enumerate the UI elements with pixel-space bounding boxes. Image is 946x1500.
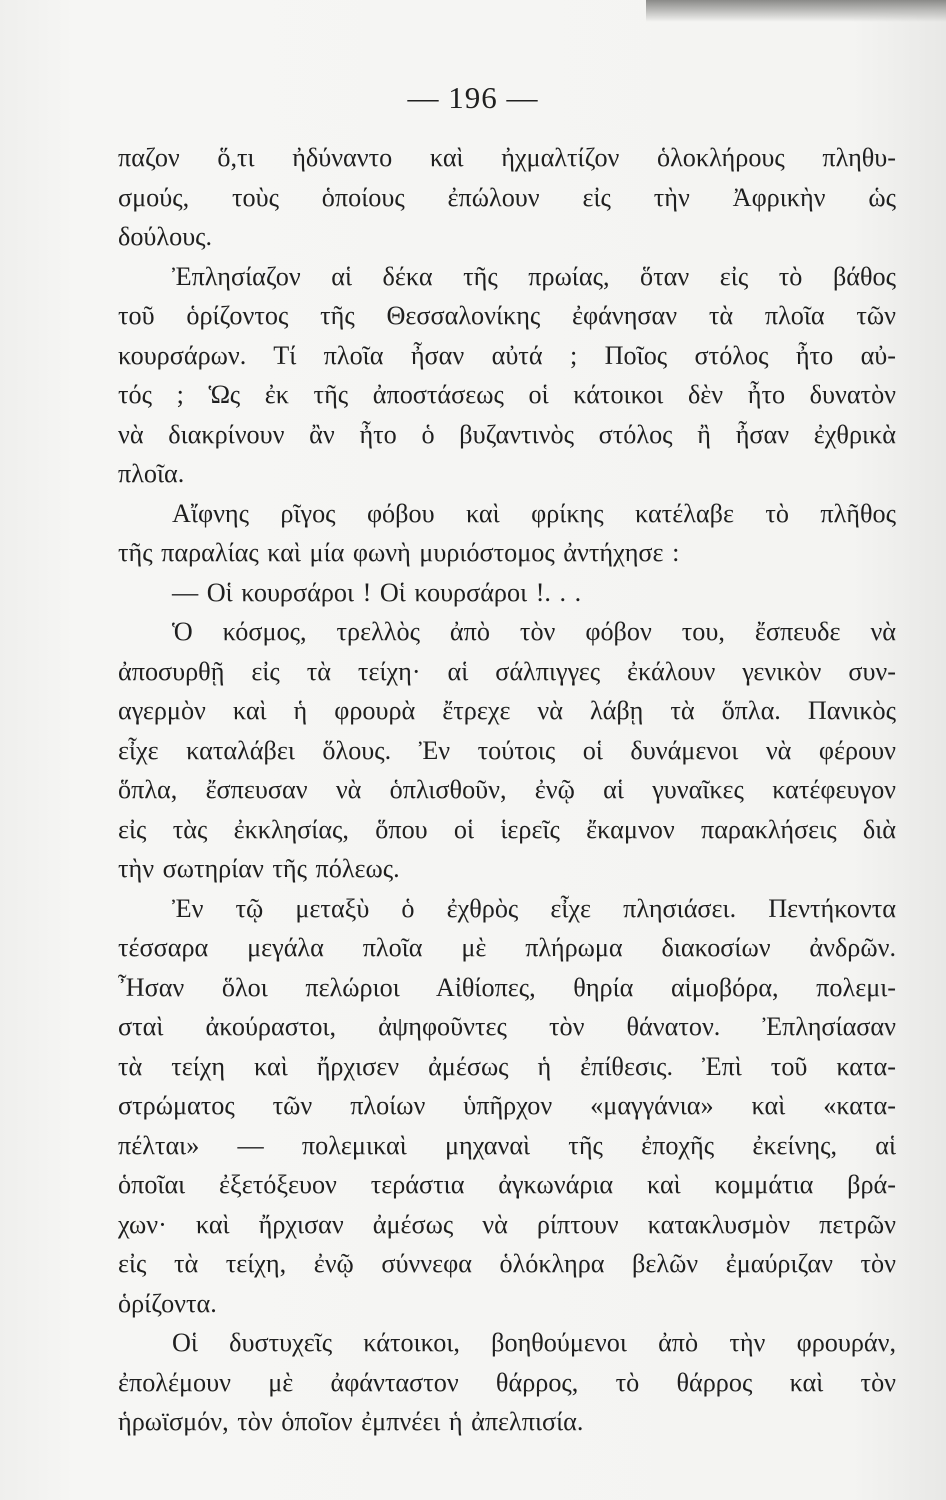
text-line: τός ; Ὡς ἐκ τῆς ἀποστάσεως οἱ κάτοικοι δὲν ἦτο δυνατὸν: [118, 380, 896, 409]
text-line: ἀποσυρθῇ εἰς τὰ τείχη· αἱ σάλπιγγες ἐκάλουν γενικὸν συν-: [118, 656, 896, 686]
text-line: σταὶ ἀκούραστοι, ἀψηφοῦντες τὸν θάνατον. Ἐπλησίασαν: [118, 1012, 896, 1041]
page-number: — 196 —: [407, 80, 539, 115]
text-line: πέλται» — πολεμικαὶ μηχαναὶ τῆς ἐποχῆς ἐκείνης, αἱ: [118, 1130, 896, 1160]
text-line: κουρσάρων. Τί πλοῖα ἦσαν αὐτά ; Ποῖος στόλος ἦτο αὐ-: [118, 340, 896, 370]
text-line: — Οἱ κουρσάροι ! Οἱ κουρσάροι !. . .: [172, 577, 582, 607]
text-line: Οἱ δυστυχεῖς κάτοικοι, βοηθούμενοι ἀπὸ τὴν φρουράν,: [172, 1328, 896, 1357]
text-line: τὴν σωτηρίαν τῆς πόλεως.: [118, 854, 400, 883]
text-line: τὰ τείχη καὶ ἤρχισεν ἀμέσως ἡ ἐπίθεσις. Ἐπὶ τοῦ κατα-: [118, 1051, 896, 1081]
text-line: παζον ὅ,τι ἠδύναντο καὶ ἠχμαλτίζον ὁλοκλήρους πληθυ-: [118, 143, 896, 172]
text-line: Ὁ κόσμος, τρελλὸς ἀπὸ τὸν φόβον του, ἔσπευδε νὰ: [172, 617, 896, 646]
text-line: τῆς παραλίας καὶ μία φωνὴ μυριόστομος ἀντήχησε :: [118, 538, 680, 567]
text-line: νὰ διακρίνουν ἂν ἦτο ὁ βυζαντινὸς στόλος ἢ ἦσαν ἐχθρικὰ: [118, 419, 896, 449]
text-line: ἐπολέμουν μὲ ἀφάνταστον θάρρος, τὸ θάρρος καὶ τὸν: [118, 1367, 896, 1397]
text-line: Ἐν τῷ μεταξὺ ὁ ἐχθρὸς εἶχε πλησιάσει. Πεντήκοντα: [172, 893, 896, 923]
text-line: σμούς, τοὺς ὁποίους ἐπώλουν εἰς τὴν Ἀφρικὴν ὡς: [118, 182, 896, 212]
text-line: ὁρίζοντα.: [118, 1288, 217, 1318]
body-text: [118, 138, 896, 1442]
text-line: ἡρωϊσμόν, τὸν ὁποῖον ἐμπνέει ἡ ἀπελπισία.: [118, 1407, 584, 1436]
text-line: Ἐπλησίαζον αἱ δέκα τῆς πρωίας, ὅταν εἰς τὸ βάθος: [172, 261, 896, 291]
text-line: χων· καὶ ἤρχισαν ἀμέσως νὰ ρίπτουν κατακλυσμὸν πετρῶν: [118, 1209, 896, 1239]
text-line: εἰς τὰ τείχη, ἐνῷ σύννεφα ὁλόκληρα βελῶν ἐμαύριζαν τὸν: [118, 1249, 896, 1278]
page-edge-shadow: [646, 0, 946, 22]
text-line: εἶχε καταλάβει ὅλους. Ἐν τούτοις οἱ δυνάμενοι νὰ φέρουν: [118, 735, 896, 765]
text-line: εἰς τὰς ἐκκλησίας, ὅπου οἱ ἱερεῖς ἔκαμνον παρακλήσεις διὰ: [118, 814, 896, 844]
text-line: πλοῖα.: [118, 459, 185, 488]
text-line: αγερμὸν καὶ ἡ φρουρὰ ἔτρεχε νὰ λάβῃ τὰ ὅπλα. Πανικὸς: [118, 696, 896, 725]
text-line: στρώματος τῶν πλοίων ὑπῆρχον «μαγγάνια» καὶ «κατα-: [118, 1091, 896, 1120]
text-line: ὁποῖαι ἐξετόξευον τεράστια ἀγκωνάρια καὶ κομμάτια βρά-: [118, 1170, 896, 1199]
text-line: τέσσαρα μεγάλα πλοῖα μὲ πλήρωμα διακοσίων ἀνδρῶν.: [118, 933, 896, 962]
text-line: δούλους.: [118, 222, 213, 251]
text-line: Αἴφνης ρῖγος φόβου καὶ φρίκης κατέλαβε τὸ πλῆθος: [172, 498, 896, 528]
text-line: ὅπλα, ἔσπευσαν νὰ ὁπλισθοῦν, ἐνῷ αἱ γυναῖκες κατέφευγον: [118, 775, 896, 804]
text-line: Ἦσαν ὅλοι πελώριοι Αἰθίοπες, θηρία αἱμοβόρα, πολεμι-: [118, 972, 896, 1002]
text-line: τοῦ ὁρίζοντος τῆς Θεσσαλονίκης ἐφάνησαν τὰ πλοῖα τῶν: [118, 301, 896, 330]
